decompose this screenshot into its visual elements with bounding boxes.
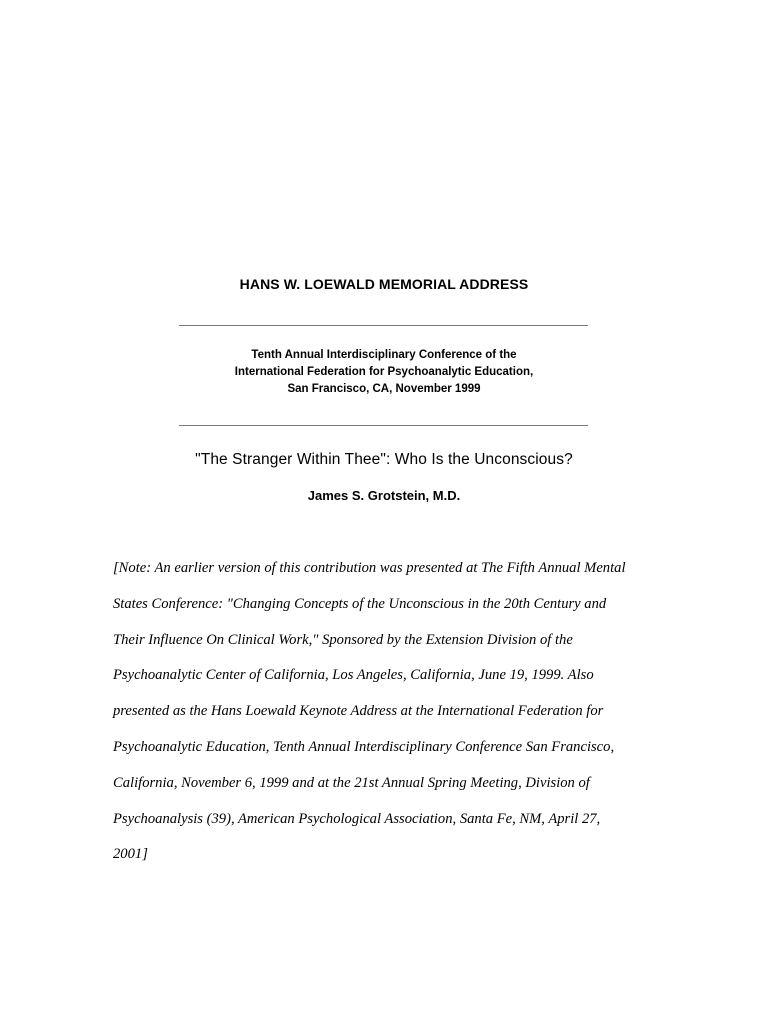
conference-line: International Federation for Psychoanalytic Education,	[234, 366, 534, 378]
note-line: 2001]	[113, 846, 148, 863]
presentation-note	[113, 542, 658, 882]
conference-line: Tenth Annual Interdisciplinary Conference of the	[251, 349, 517, 361]
talk-title: "The Stranger Within Thee": Who Is the Unconscious?	[195, 451, 573, 468]
note-line: Psychoanalytic Center of California, Los Angeles, California, June 19, 1999. Also	[113, 667, 594, 684]
conference-line: San Francisco, CA, November 1999	[287, 383, 481, 395]
bottom-divider	[179, 425, 588, 426]
note-line: States Conference: "Changing Concepts of the Unconscious in the 20th Century and	[113, 595, 607, 612]
note-line: Psychoanalytic Education, Tenth Annual Interdisciplinary Conference San Francisco,	[113, 738, 615, 755]
conference-info	[0, 347, 768, 398]
note-line: [Note: An earlier version of this contribution was presented at The Fifth Annual Mental	[113, 559, 626, 576]
note-line: presented as the Hans Loewald Keynote Address at the International Federation for	[113, 703, 604, 720]
note-line: California, November 6, 1999 and at the 21st Annual Spring Meeting, Division of	[113, 774, 590, 791]
note-line: Psychoanalysis (39), American Psychological Association, Santa Fe, NM, April 27,	[113, 810, 601, 827]
memorial-address-title: HANS W. LOEWALD MEMORIAL ADDRESS	[239, 276, 529, 292]
top-divider	[179, 325, 588, 326]
author-name: James S. Grotstein, M.D.	[307, 488, 461, 503]
note-line: Their Influence On Clinical Work," Sponsored by the Extension Division of the	[113, 631, 573, 648]
